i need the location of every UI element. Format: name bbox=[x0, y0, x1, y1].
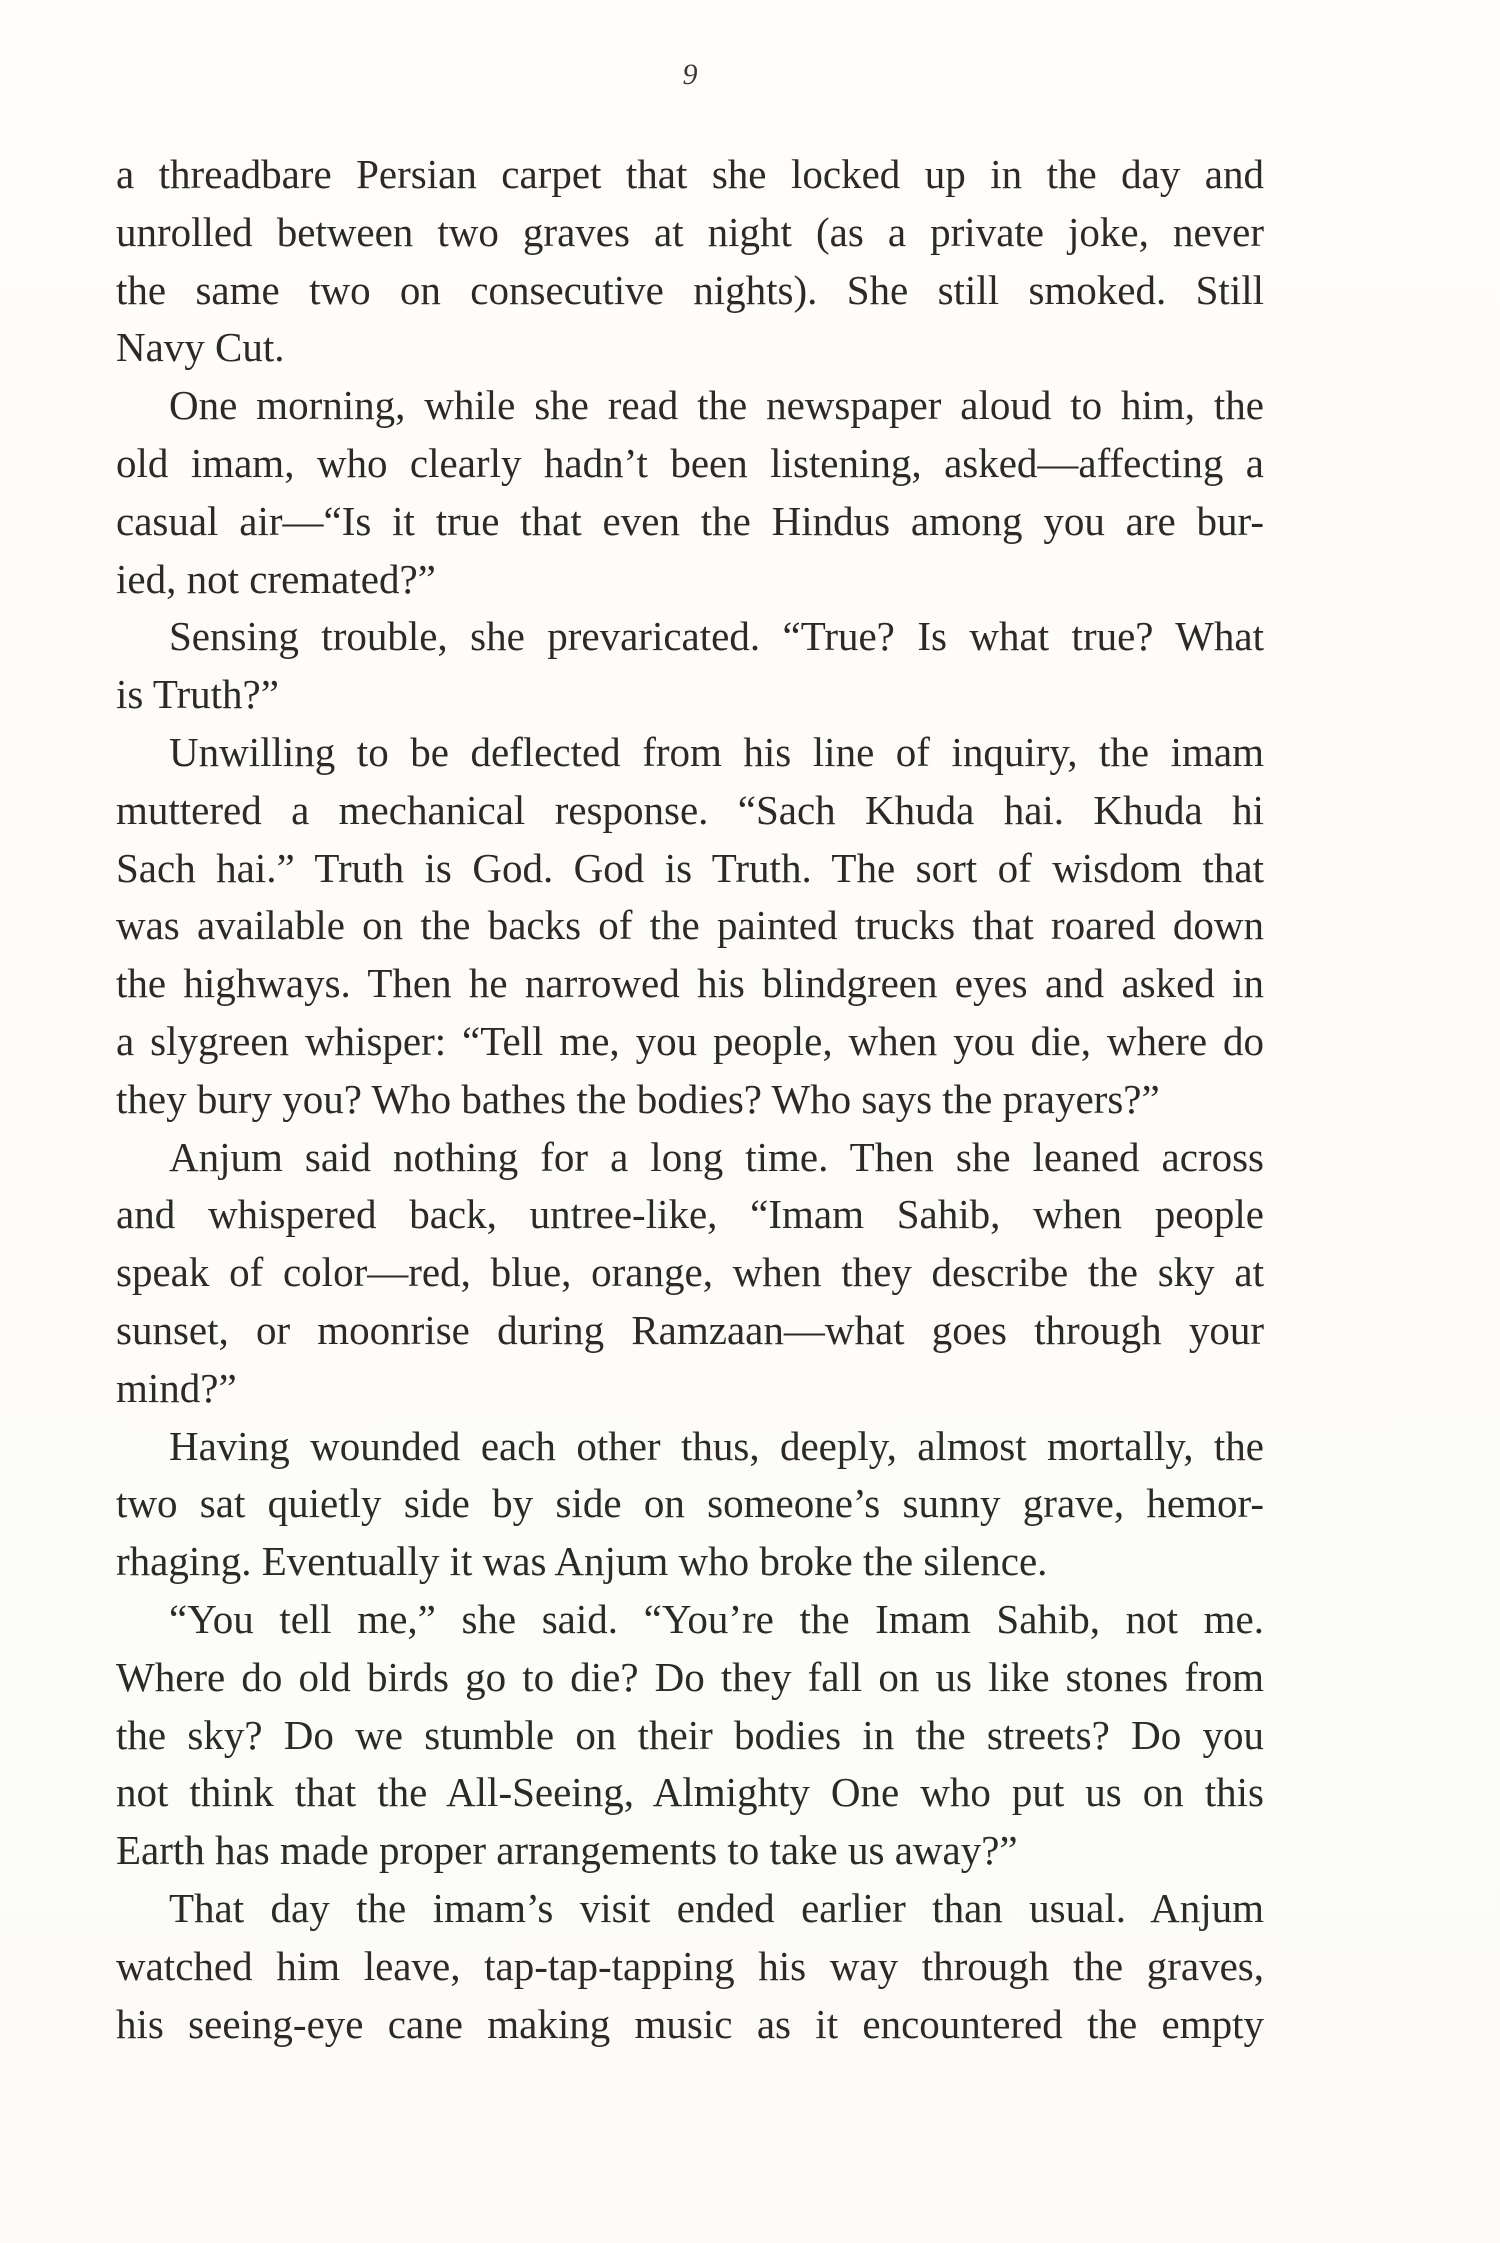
text-line: Unwilling to be deflected from his line of inquiry, the imam bbox=[169, 728, 1264, 775]
text-line: the highways. Then he narrowed his blindgreen eyes and asked in bbox=[116, 960, 1264, 1007]
text-line: mind?” bbox=[116, 1364, 237, 1411]
text-line: casual air—“Is it true that even the Hindus among you are bur- bbox=[116, 497, 1264, 544]
text-line: they bury you? Who bathes the bodies? Who says the prayers?” bbox=[116, 1075, 1160, 1122]
text-line: unrolled between two graves at night (as a private joke, never bbox=[116, 208, 1264, 255]
text-line: speak of color—red, blue, orange, when they describe the sky at bbox=[116, 1249, 1264, 1296]
text-line: his seeing-eye cane making music as it encountered the empty bbox=[116, 2000, 1264, 2047]
text-line: rhaging. Eventually it was Anjum who broke the silence. bbox=[116, 1538, 1048, 1585]
text-line: Where do old birds go to die? Do they fall on us like stones from bbox=[116, 1653, 1264, 1700]
text-line: was available on the backs of the painted trucks that roared down bbox=[116, 902, 1264, 949]
text-line: two sat quietly side by side on someone’s sunny grave, hemor- bbox=[116, 1480, 1264, 1527]
text-line: ied, not cremated?” bbox=[116, 555, 436, 602]
text-line: the sky? Do we stumble on their bodies in the streets? Do you bbox=[116, 1711, 1264, 1758]
page-number: 9 bbox=[682, 58, 698, 91]
text-line: One morning, while she read the newspaper aloud to him, the bbox=[169, 382, 1264, 429]
text-line: watched him leave, tap-tap-tapping his way through the graves, bbox=[116, 1942, 1264, 1989]
text-line: is Truth?” bbox=[116, 671, 279, 718]
text-line: sunset, or moonrise during Ramzaan—what goes through your bbox=[116, 1306, 1264, 1353]
text-line: Sach hai.” Truth is God. God is Truth. The sort of wisdom that bbox=[116, 844, 1264, 891]
text-line: Anjum said nothing for a long time. Then she leaned across bbox=[169, 1133, 1264, 1180]
text-line: old imam, who clearly hadn’t been listening, asked—affecting a bbox=[116, 439, 1264, 486]
text-line: the same two on consecutive nights). She still smoked. Still bbox=[116, 266, 1264, 313]
text-line: Navy Cut. bbox=[116, 324, 285, 371]
body-text bbox=[116, 146, 1264, 2053]
text-line: “You tell me,” she said. “You’re the Imam Sahib, not me. bbox=[169, 1595, 1264, 1642]
text-line: That day the imam’s visit ended earlier than usual. Anjum bbox=[169, 1884, 1264, 1931]
text-line: Having wounded each other thus, deeply, almost mortally, the bbox=[169, 1422, 1264, 1469]
text-line: not think that the All-Seeing, Almighty One who put us on this bbox=[116, 1769, 1264, 1816]
text-line: Sensing trouble, she prevaricated. “True? Is what true? What bbox=[169, 613, 1264, 660]
text-line: and whispered back, untree-like, “Imam Sahib, when people bbox=[116, 1191, 1264, 1238]
text-line: a threadbare Persian carpet that she locked up in the day and bbox=[116, 151, 1264, 197]
text-line: muttered a mechanical response. “Sach Khuda hai. Khuda hi bbox=[116, 786, 1264, 833]
text-line: Earth has made proper arrangements to take us away?” bbox=[116, 1827, 1018, 1874]
text-line: a slygreen whisper: “Tell me, you people, when you die, where do bbox=[116, 1017, 1264, 1064]
